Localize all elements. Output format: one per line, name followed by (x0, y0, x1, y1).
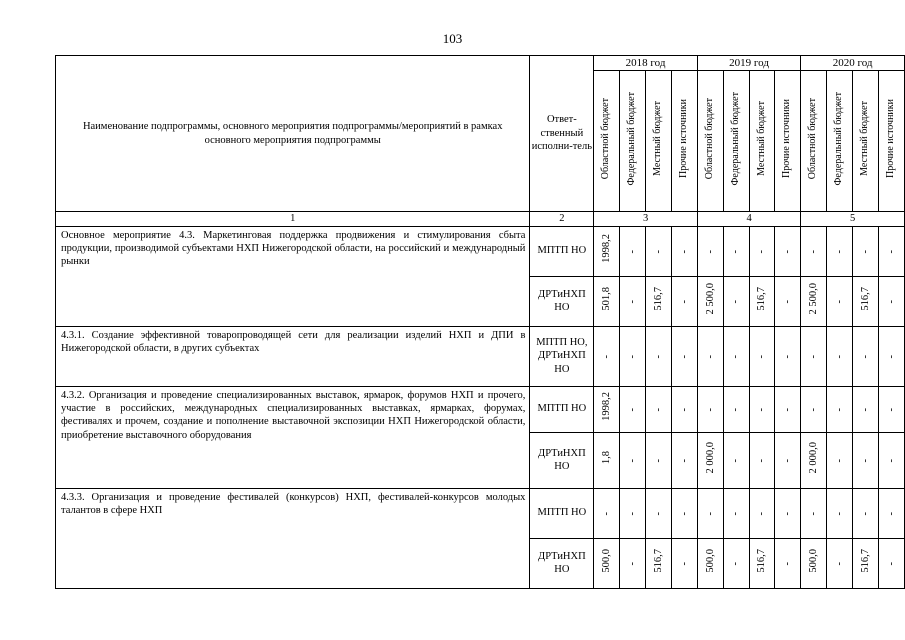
budget-value (749, 432, 775, 488)
budget-value-text: - (859, 354, 871, 359)
header-source-label: Местный бюджет (652, 101, 664, 177)
column-number: 2 (530, 212, 594, 226)
header-source (671, 71, 697, 212)
budget-value (646, 538, 672, 588)
header-source-label: Местный бюджет (859, 101, 871, 177)
budget-value-text: - (756, 354, 768, 359)
responsible-executor: МПТП НО (530, 386, 594, 432)
responsible-executor: МПТП НО (530, 226, 594, 276)
budget-value (878, 276, 904, 326)
header-name-column: Наименование подпрограммы, основного мероприятия подпрограммы/мероприятий в рамках основного мероприятия подпрограммы (56, 56, 530, 212)
budget-value-text: - (833, 561, 845, 566)
budget-value (723, 326, 749, 386)
budget-value (801, 386, 827, 432)
header-source-label: Областной бюджет (703, 98, 715, 180)
budget-value (697, 276, 723, 326)
budget-value-text: - (808, 511, 820, 516)
budget-value (697, 326, 723, 386)
header-source (801, 71, 827, 212)
budget-value-text: - (833, 458, 845, 463)
budget-value (853, 326, 879, 386)
budget-value (801, 488, 827, 538)
budget-value-text: - (782, 354, 794, 359)
header-row-numbers (56, 212, 905, 226)
budget-value-text: - (626, 249, 638, 254)
column-number: 1 (56, 212, 530, 226)
budget-value (697, 488, 723, 538)
budget-value (775, 432, 801, 488)
budget-value-text: - (782, 249, 794, 254)
budget-value-text: - (885, 249, 897, 254)
budget-value-text: - (626, 561, 638, 566)
header-row-years (56, 56, 905, 71)
budget-value (801, 226, 827, 276)
budget-value-text: - (730, 407, 742, 412)
budget-value (853, 226, 879, 276)
budget-value-text: - (833, 511, 845, 516)
budget-value-text: - (808, 249, 820, 254)
budget-value (620, 276, 646, 326)
budget-value-text: - (730, 511, 742, 516)
budget-value (878, 488, 904, 538)
budget-value-text: - (704, 511, 716, 516)
budget-value (723, 488, 749, 538)
budget-value-text: - (652, 458, 664, 463)
budget-value (671, 432, 697, 488)
budget-value-text: - (808, 407, 820, 412)
budget-value-text: 516,7 (652, 548, 664, 573)
budget-value (723, 432, 749, 488)
header-year: 2018 год (594, 56, 698, 71)
budget-value (671, 276, 697, 326)
budget-value (749, 488, 775, 538)
budget-value (620, 488, 646, 538)
budget-value-text: - (833, 299, 845, 304)
budget-value-text: - (626, 354, 638, 359)
budget-value-text: - (678, 354, 690, 359)
budget-value (594, 276, 620, 326)
budget-value-text: - (885, 354, 897, 359)
column-number: 3 (594, 212, 698, 226)
budget-value (671, 226, 697, 276)
budget-value (775, 538, 801, 588)
budget-value-text: - (885, 511, 897, 516)
budget-value (853, 432, 879, 488)
budget-value (620, 432, 646, 488)
column-number: 4 (697, 212, 801, 226)
header-source (827, 71, 853, 212)
budget-value-text: 501,8 (601, 286, 613, 311)
budget-value (878, 386, 904, 432)
responsible-executor: ДРТиНХП НО (530, 276, 594, 326)
budget-value-text: 516,7 (859, 548, 871, 573)
budget-value (775, 488, 801, 538)
budget-value (853, 488, 879, 538)
header-source (878, 71, 904, 212)
budget-value-text: - (678, 407, 690, 412)
budget-value-text: - (626, 299, 638, 304)
budget-value (594, 538, 620, 588)
budget-value-text: 500,0 (808, 548, 820, 573)
budget-value-text: 500,0 (704, 548, 716, 573)
budget-value (671, 326, 697, 386)
budget-value (749, 326, 775, 386)
measure-name: 4.3.1. Создание эффективной товаропроводящей сети для реализации изделий НХП и ДПИ в Нижегородской области, в других субъектах (56, 326, 530, 386)
budget-value (646, 276, 672, 326)
budget-value-text: 2 000,0 (808, 442, 820, 474)
budget-value-text: - (782, 511, 794, 516)
budget-value (723, 386, 749, 432)
budget-value (853, 538, 879, 588)
budget-value (594, 432, 620, 488)
responsible-executor: МПТП НО (530, 488, 594, 538)
budget-value (671, 538, 697, 588)
budget-value (878, 226, 904, 276)
responsible-executor: ДРТиНХП НО (530, 432, 594, 488)
budget-value-text: - (730, 458, 742, 463)
budget-value-text: - (626, 511, 638, 516)
budget-value (620, 326, 646, 386)
budget-value (723, 538, 749, 588)
budget-value-text: - (782, 407, 794, 412)
budget-value (697, 226, 723, 276)
budget-value-text: - (885, 458, 897, 463)
header-source (723, 71, 749, 212)
budget-value-text: - (859, 458, 871, 463)
budget-value-text: 516,7 (652, 286, 664, 311)
budget-value-text: - (626, 458, 638, 463)
budget-value-text: - (808, 354, 820, 359)
budget-value-text: - (678, 458, 690, 463)
budget-value (775, 386, 801, 432)
budget-value-text: - (730, 354, 742, 359)
budget-value (775, 226, 801, 276)
budget-value-text: - (885, 561, 897, 566)
budget-value (801, 276, 827, 326)
budget-value-text: - (885, 407, 897, 412)
budget-value-text: 1998,2 (601, 392, 613, 422)
budget-value-text: - (601, 511, 613, 516)
budget-value (620, 226, 646, 276)
budget-value-text: - (704, 407, 716, 412)
responsible-executor: ДРТиНХП НО (530, 538, 594, 588)
column-number: 5 (801, 212, 905, 226)
budget-value (646, 386, 672, 432)
budget-value (697, 432, 723, 488)
budget-value-text: - (859, 511, 871, 516)
budget-value (620, 386, 646, 432)
budget-value-text: - (859, 249, 871, 254)
budget-value (697, 538, 723, 588)
header-source (853, 71, 879, 212)
budget-value (749, 276, 775, 326)
table-row (56, 226, 905, 276)
header-source (749, 71, 775, 212)
budget-value-text: - (730, 561, 742, 566)
header-source (620, 71, 646, 212)
budget-value-text: - (756, 407, 768, 412)
budget-value-text: 500,0 (601, 548, 613, 573)
budget-value-text: 516,7 (756, 548, 768, 573)
budget-value-text: - (782, 561, 794, 566)
budget-value-text: - (626, 407, 638, 412)
budget-value-text: - (678, 299, 690, 304)
budget-value (878, 326, 904, 386)
budget-value (827, 326, 853, 386)
budget-table (55, 55, 905, 589)
budget-value (827, 276, 853, 326)
header-year: 2019 год (697, 56, 801, 71)
header-source-label: Прочие источники (677, 99, 689, 179)
budget-value (594, 326, 620, 386)
header-year: 2020 год (801, 56, 905, 71)
budget-value (827, 226, 853, 276)
budget-value-text: 1998,2 (601, 234, 613, 264)
measure-name: 4.3.3. Организация и проведение фестивалей (конкурсов) НХП, фестивалей-конкурсов молодых талантов в сфере НХП (56, 488, 530, 588)
budget-value-text: 1,8 (601, 451, 613, 465)
budget-value-text: 2 000,0 (704, 442, 716, 474)
measure-name: 4.3.2. Организация и проведение специализированных выставок, ярмарок, форумов НХП и прочего, участие в российских, международных специализированных выставках, ярмарках, форумах, фестивалях и прочем, создание и пополнение выставочной экспозиции НХП Нижегородской области, приобретение выставочного оборудования (56, 386, 530, 488)
budget-value (878, 432, 904, 488)
header-executor-column: Ответ-ственный исполни-тель (530, 56, 594, 212)
budget-value-text: - (652, 354, 664, 359)
budget-value (801, 538, 827, 588)
budget-value-text: - (678, 249, 690, 254)
budget-value (775, 276, 801, 326)
budget-value (697, 386, 723, 432)
page-number: 103 (442, 31, 463, 46)
budget-value-text: - (652, 511, 664, 516)
budget-value-text: - (885, 299, 897, 304)
budget-value (723, 226, 749, 276)
budget-value (646, 432, 672, 488)
header-source-label: Федеральный бюджет (626, 92, 638, 186)
header-source (697, 71, 723, 212)
budget-value-text: - (859, 407, 871, 412)
budget-value-text: 2 500,0 (704, 283, 716, 315)
budget-value-text: - (782, 458, 794, 463)
budget-value-text: - (678, 561, 690, 566)
table-row (56, 488, 905, 538)
budget-value (749, 538, 775, 588)
budget-value-text: - (833, 354, 845, 359)
table-row (56, 326, 905, 386)
budget-value (827, 488, 853, 538)
header-source-label: Прочие источники (781, 99, 793, 179)
budget-value-text: - (678, 511, 690, 516)
budget-value (827, 386, 853, 432)
budget-value-text: - (730, 299, 742, 304)
header-source-label: Прочие источники (885, 99, 897, 179)
measure-name: Основное мероприятие 4.3. Маркетинговая поддержка продвижения и стимулирования сбыта продукции, производимой субъектами НХП Нижегородской области, на российский и международный рынки (56, 226, 530, 326)
header-source-label: Местный бюджет (755, 101, 767, 177)
budget-value (671, 488, 697, 538)
budget-value-text: - (756, 458, 768, 463)
budget-value-text: - (756, 249, 768, 254)
budget-value-text: 2 500,0 (808, 283, 820, 315)
budget-value (646, 226, 672, 276)
budget-value (646, 488, 672, 538)
budget-value (671, 386, 697, 432)
budget-value-text: - (782, 299, 794, 304)
header-source (646, 71, 672, 212)
budget-value (801, 432, 827, 488)
budget-value (646, 326, 672, 386)
budget-value (827, 538, 853, 588)
budget-value-text: - (652, 249, 664, 254)
budget-value-text: - (704, 354, 716, 359)
budget-value-text: - (730, 249, 742, 254)
header-source-label: Федеральный бюджет (729, 92, 741, 186)
budget-value (723, 276, 749, 326)
budget-value (775, 326, 801, 386)
budget-value-text: - (756, 511, 768, 516)
budget-value (853, 276, 879, 326)
budget-value-text: - (833, 407, 845, 412)
header-source-label: Федеральный бюджет (833, 92, 845, 186)
budget-value-text: - (601, 354, 613, 359)
budget-value-text: - (652, 407, 664, 412)
budget-value (594, 386, 620, 432)
budget-value (594, 226, 620, 276)
budget-value (878, 538, 904, 588)
responsible-executor: МПТП НО, ДРТиНХП НО (530, 326, 594, 386)
budget-value (853, 386, 879, 432)
budget-value-text: 516,7 (859, 286, 871, 311)
budget-value (594, 488, 620, 538)
header-source (594, 71, 620, 212)
budget-value-text: 516,7 (756, 286, 768, 311)
header-source-label: Областной бюджет (807, 98, 819, 180)
budget-value (620, 538, 646, 588)
budget-value-text: - (704, 249, 716, 254)
budget-value (827, 432, 853, 488)
table-row (56, 386, 905, 432)
budget-value (749, 226, 775, 276)
budget-value (749, 386, 775, 432)
header-source-label: Областной бюджет (600, 98, 612, 180)
budget-value-text: - (833, 249, 845, 254)
budget-value (801, 326, 827, 386)
header-source (775, 71, 801, 212)
